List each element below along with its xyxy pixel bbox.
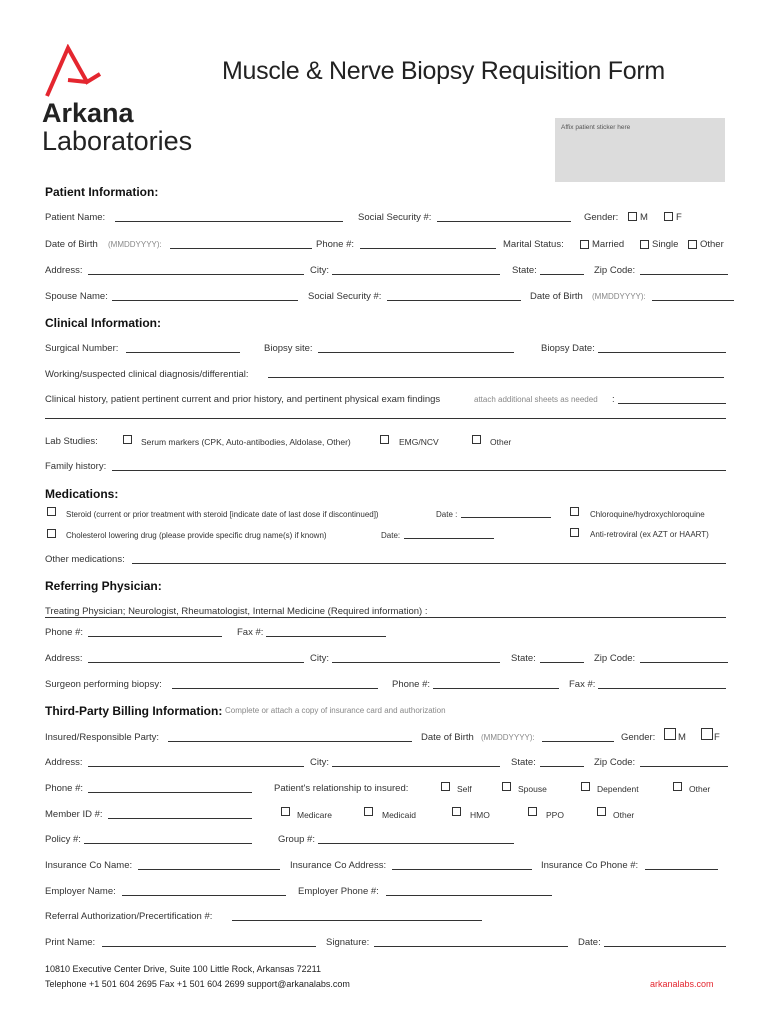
steroid-date-field[interactable] [461,517,551,518]
surgical-number-label: Surgical Number: [45,343,119,354]
ref-city-label: City: [310,653,329,664]
relationship-dependent-checkbox[interactable] [581,782,590,791]
ref-address-field[interactable] [88,662,304,663]
insurance-name-label: Insurance Co Name: [45,860,133,871]
gender-m-checkbox[interactable] [628,212,637,221]
signature-field[interactable] [374,946,568,947]
insurance-phone-label: Insurance Co Phone #: [541,860,639,871]
billing-zip-label: Zip Code: [594,757,636,768]
patient-info-heading: Patient Information: [45,185,159,199]
insured-dob-label: Date of Birth [421,732,474,743]
policy-label: Policy #: [45,834,81,845]
married-label: Married [592,239,625,250]
billing-note: Complete or attach a copy of insurance card and authorization [225,706,446,715]
footer-website-link[interactable]: arkanalabs.com [650,979,714,989]
insured-label: Insured/Responsible Party: [45,732,160,743]
relationship-spouse-label: Spouse [518,784,547,794]
lab-other-checkbox[interactable] [472,435,481,444]
relationship-dependent-label: Dependent [597,784,639,794]
spouse-dob-label: Date of Birth [530,291,583,302]
spouse-dob-format: (MMDDYYYY): [592,292,646,301]
phone-field[interactable] [360,248,496,249]
plan-other-label: Other [613,810,635,820]
employer-name-label: Employer Name: [45,886,116,897]
city-label: City: [310,265,329,276]
cholesterol-checkbox[interactable] [47,529,56,538]
spouse-name-label: Spouse Name: [45,291,108,302]
chloroquine-label: Chloroquine/hydroxychloroquine [590,510,705,519]
insured-field[interactable] [168,741,412,742]
medicaid-label: Medicaid [382,810,417,820]
billing-city-label: City: [310,757,329,768]
gender-label: Gender: [584,212,619,223]
spouse-ssn-field[interactable] [387,300,521,301]
marital-label: Marital Status: [503,239,564,250]
billing-phone-field[interactable] [88,792,252,793]
diagnosis-label: Working/suspected clinical diagnosis/differential: [45,369,249,380]
serum-markers-label: Serum markers (CPK, Auto-antibodies, Aldolase, Other) [141,437,351,447]
cholesterol-date-field[interactable] [404,538,494,539]
hmo-label: HMO [470,810,490,820]
cholesterol-date-label: Date: [381,531,401,540]
medicaid-checkbox[interactable] [364,807,373,816]
treating-physician-field[interactable] [45,617,726,618]
insured-gender-f-label: F [714,732,720,743]
spouse-name-field[interactable] [112,300,298,301]
insured-gender-label: Gender: [621,732,656,743]
medicare-label: Medicare [297,810,332,820]
gender-f-checkbox[interactable] [664,212,673,221]
surgeon-fax-label: Fax #: [569,679,596,690]
surgeon-field[interactable] [172,688,378,689]
surgeon-label: Surgeon performing biopsy: [45,679,162,690]
print-name-label: Print Name: [45,937,96,948]
ppo-checkbox[interactable] [528,807,537,816]
biopsy-site-label: Biopsy site: [264,343,313,354]
serum-markers-checkbox[interactable] [123,435,132,444]
insured-gender-m-label: M [678,732,686,743]
clinical-history-label: Clinical history, patient pertinent current and prior history, and pertinent physical exam findings [45,394,441,405]
ref-state-field[interactable] [540,662,584,663]
insurance-name-field[interactable] [138,869,280,870]
lab-studies-label: Lab Studies: [45,436,98,447]
relationship-other-checkbox[interactable] [673,782,682,791]
patient-name-field[interactable] [115,221,343,222]
dob-label: Date of Birth [45,239,98,250]
other-medications-field[interactable] [132,563,726,564]
billing-address-label: Address: [45,757,83,768]
signature-label: Signature: [326,937,370,948]
gender-f-label: F [676,212,682,223]
clinical-history-note: attach additional sheets as needed [474,395,598,404]
policy-field[interactable] [84,843,252,844]
cholesterol-label: Cholesterol lowering drug (please provide specific drug name(s) if known) [66,531,327,540]
arkana-logo-icon [43,44,103,100]
footer-address: 10810 Executive Center Drive, Suite 100 Little Rock, Arkansas 72211 [45,964,321,974]
sign-date-label: Date: [578,937,601,948]
ref-fax-label: Fax #: [237,627,264,638]
referral-field[interactable] [232,920,482,921]
brand-name: Arkana [42,98,134,128]
insured-dob-field[interactable] [542,741,614,742]
other-marital-checkbox[interactable] [688,240,697,249]
insured-gender-f-checkbox[interactable] [701,728,713,740]
phone-label: Phone #: [316,239,355,250]
emg-ncv-label: EMG/NCV [399,437,439,447]
family-history-label: Family history: [45,461,107,472]
biopsy-date-field[interactable] [598,352,726,353]
surgeon-phone-field[interactable] [433,688,559,689]
ssn-label: Social Security #: [358,212,432,223]
employer-name-field[interactable] [122,895,286,896]
single-label: Single [652,239,679,250]
ref-zip-label: Zip Code: [594,653,636,664]
insured-gender-m-checkbox[interactable] [664,728,676,740]
clinical-history-field-2[interactable] [45,418,726,419]
biopsy-date-label: Biopsy Date: [541,343,595,354]
billing-phone-label: Phone #: [45,783,84,794]
lab-other-label: Other [490,437,512,447]
ppo-label: PPO [546,810,564,820]
employer-phone-label: Employer Phone #: [298,886,379,897]
member-id-label: Member ID #: [45,809,103,820]
diagnosis-field[interactable] [268,377,724,378]
relationship-self-label: Self [457,784,472,794]
emg-ncv-checkbox[interactable] [380,435,389,444]
group-field[interactable] [318,843,514,844]
ref-zip-field[interactable] [640,662,728,663]
spouse-ssn-label: Social Security #: [308,291,382,302]
family-history-field[interactable] [112,470,726,471]
steroid-checkbox[interactable] [47,507,56,516]
antiretroviral-label: Anti-retroviral (ex AZT or HAART) [590,530,709,539]
member-id-field[interactable] [108,818,252,819]
brand-subtitle: Laboratories [42,126,193,156]
dob-format: (MMDDYYYY): [108,240,162,249]
relationship-spouse-checkbox[interactable] [502,782,511,791]
clinical-history-field[interactable] [618,403,726,404]
patient-name-label: Patient Name: [45,212,106,223]
medicare-checkbox[interactable] [281,807,290,816]
zip-field[interactable] [640,274,728,275]
surgical-number-field[interactable] [126,352,240,353]
insured-dob-format: (MMDDYYYY): [481,733,535,742]
billing-address-field[interactable] [88,766,304,767]
surgeon-fax-field[interactable] [598,688,726,689]
footer-contact: Telephone +1 501 604 2695 Fax +1 501 604 2699 support@arkanalabs.com [45,979,350,989]
city-field[interactable] [332,274,500,275]
address-field[interactable] [88,274,304,275]
sign-date-field[interactable] [604,946,726,947]
state-label: State: [512,265,537,276]
ref-phone-label: Phone #: [45,627,84,638]
relationship-other-label: Other [689,784,711,794]
clinical-info-heading: Clinical Information: [45,316,162,330]
steroid-date-label: Date : [436,510,458,519]
sticker-label: Affix patient sticker here [561,124,631,131]
address-label: Address: [45,265,83,276]
relationship-label: Patient's relationship to insured: [274,783,409,794]
plan-other-checkbox[interactable] [597,807,606,816]
referring-physician-heading: Referring Physician: [45,579,162,593]
print-name-field[interactable] [102,946,316,947]
billing-heading: Third-Party Billing Information: [45,704,223,718]
ref-state-label: State: [511,653,536,664]
ssn-field[interactable] [437,221,571,222]
ref-fax-field[interactable] [266,636,386,637]
dob-field[interactable] [170,248,312,249]
insurance-phone-field[interactable] [645,869,718,870]
chloroquine-checkbox[interactable] [570,507,579,516]
employer-phone-field[interactable] [386,895,552,896]
treating-physician-label: Treating Physician; Neurologist, Rheumatologist, Internal Medicine (Required information) : [45,606,428,617]
ref-city-field[interactable] [332,662,500,663]
gender-m-label: M [640,212,648,223]
other-marital-label: Other [700,239,724,250]
zip-label: Zip Code: [594,265,636,276]
billing-zip-field[interactable] [640,766,728,767]
patient-sticker-area [555,118,725,182]
relationship-self-checkbox[interactable] [441,782,450,791]
surgeon-phone-label: Phone #: [392,679,431,690]
other-medications-label: Other medications: [45,554,125,565]
clinical-history-colon: : [612,394,615,405]
steroid-label: Steroid (current or prior treatment with steroid [indicate date of last dose if discontinued]) [66,510,379,519]
group-label: Group #: [278,834,315,845]
ref-address-label: Address: [45,653,83,664]
single-checkbox[interactable] [640,240,649,249]
referral-label: Referral Authorization/Precertification #: [45,911,213,922]
billing-state-field[interactable] [540,766,584,767]
hmo-checkbox[interactable] [452,807,461,816]
insurance-address-field[interactable] [392,869,532,870]
spouse-dob-field[interactable] [652,300,734,301]
insurance-address-label: Insurance Co Address: [290,860,387,871]
ref-phone-field[interactable] [88,636,222,637]
billing-city-field[interactable] [332,766,500,767]
married-checkbox[interactable] [580,240,589,249]
state-field[interactable] [540,274,584,275]
form-title: Muscle & Nerve Biopsy Requisition Form [222,57,665,85]
antiretroviral-checkbox[interactable] [570,528,579,537]
billing-state-label: State: [511,757,536,768]
biopsy-site-field[interactable] [318,352,514,353]
medications-heading: Medications: [45,487,119,501]
